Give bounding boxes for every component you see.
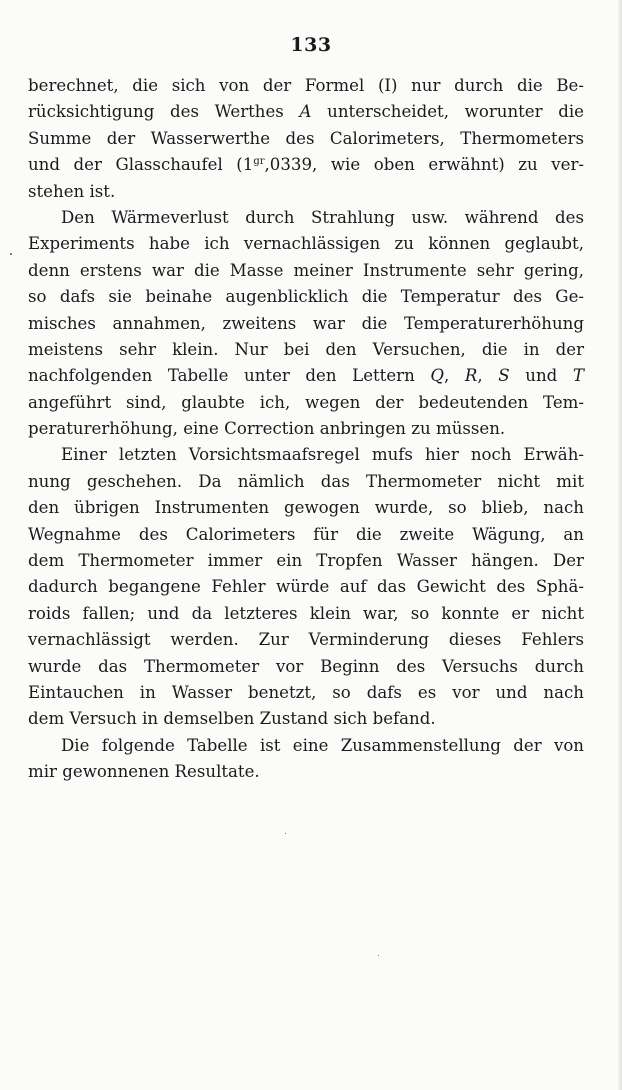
- text-line: nung geschehen. Da nämlich das Thermometer nicht mit: [28, 471, 584, 491]
- text-line: dem Thermometer immer ein Tropfen Wasser hängen. Der: [28, 551, 584, 571]
- text-line: so dafs sie beinahe augenblicklich die Temperatur des Ge-: [28, 287, 584, 307]
- text-line: stehen ist.: [28, 181, 116, 201]
- text-line: vernachlässigt werden. Zur Verminderung dieses Fehlers: [28, 630, 584, 650]
- text-line: mir gewonnenen Resultate.: [28, 762, 260, 782]
- page-number: 133: [290, 34, 332, 56]
- text-line: Eintauchen in Wasser benetzt, so dafs es vor und nach: [28, 682, 584, 702]
- text-line: dem Versuch in demselben Zustand sich befand.: [28, 709, 436, 729]
- text-line: roids fallen; und da letzteres klein war, so konnte er nicht: [28, 603, 584, 623]
- text-line: dadurch begangene Fehler würde auf das Gewicht des Sphä-: [28, 577, 584, 597]
- text-line: misches annahmen, zweitens war die Temperaturerhöhung: [28, 313, 584, 333]
- text-line: und der Glasschaufel ($1^{gr},0339$, wie oben erwähnt) zu ver-: [28, 155, 584, 175]
- text-line: peraturerhöhung, eine Correction anbringen zu müssen.: [28, 419, 506, 439]
- text-line: angeführt sind, glaubte ich, wegen der bedeutenden Tem-: [28, 392, 584, 412]
- scan-speck: [10, 253, 12, 255]
- text-line: wurde das Thermometer vor Beginn des Versuchs durch: [28, 656, 584, 676]
- text-line: denn erstens war die Masse meiner Instrumente sehr gering,: [28, 260, 584, 280]
- body-text: [28, 73, 584, 786]
- text-line: nachfolgenden Tabelle unter den Lettern Q, R, S und T: [28, 366, 584, 386]
- text-line: Den Wärmeverlust durch Strahlung usw. während des: [61, 207, 584, 227]
- scan-speck: [378, 955, 379, 956]
- scan-speck: [285, 833, 286, 834]
- text-line: rücksichtigung des Werthes A unterscheidet, worunter die: [28, 102, 584, 122]
- text-line: Einer letzten Vorsichtsmaafsregel mufs hier noch Erwäh-: [61, 445, 584, 465]
- text-line: meistens sehr klein. Nur bei den Versuchen, die in der: [28, 339, 584, 359]
- text-line: Wegnahme des Calorimeters für die zweite Wägung, an: [28, 524, 584, 544]
- text-line: Summe der Wasserwerthe des Calorimeters, Thermometers: [28, 128, 584, 148]
- page-edge: [618, 0, 622, 1090]
- text-line: Experiments habe ich vernachlässigen zu können geglaubt,: [28, 234, 584, 254]
- text-line: den übrigen Instrumenten gewogen wurde, so blieb, nach: [28, 498, 584, 518]
- text-line: Die folgende Tabelle ist eine Zusammenstellung der von: [61, 735, 584, 755]
- text-line: berechnet, die sich von der Formel (I) nur durch die Be-: [28, 76, 584, 95]
